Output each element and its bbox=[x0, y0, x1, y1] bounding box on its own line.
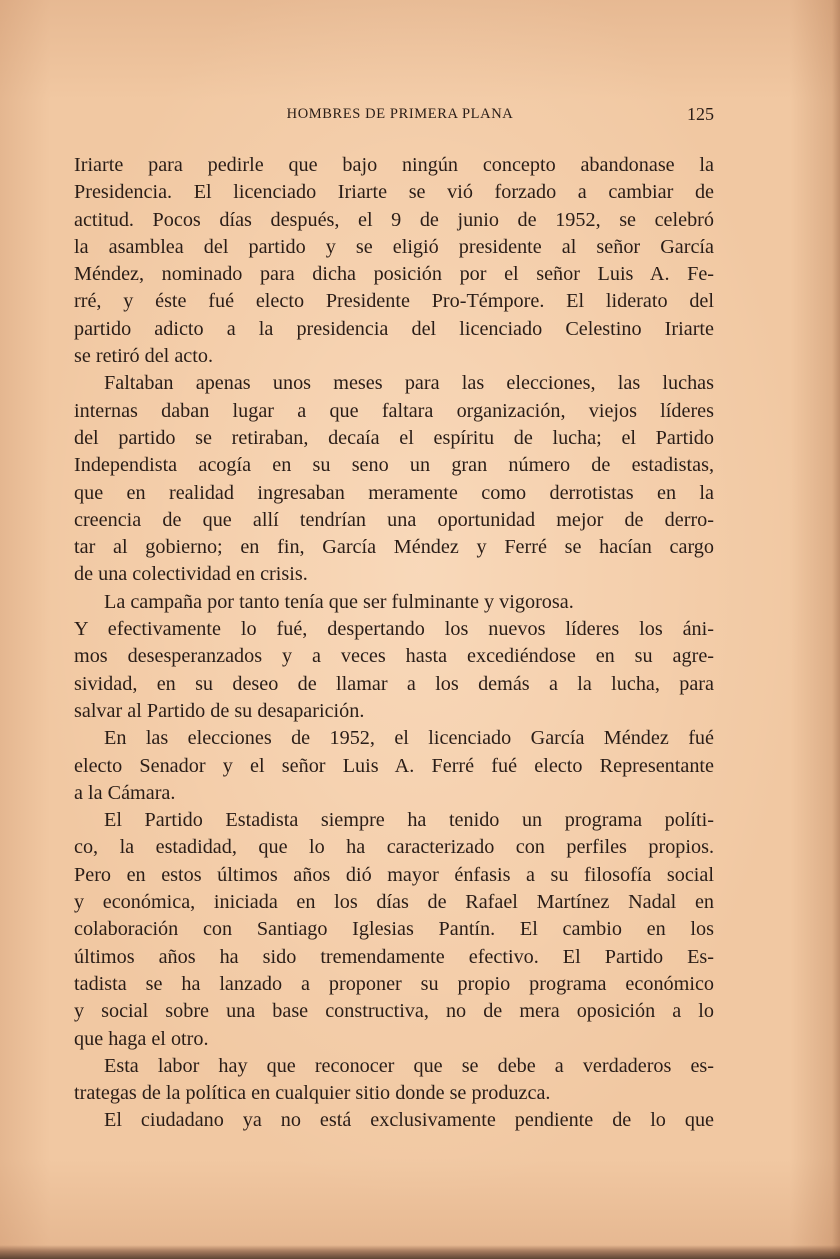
text-line: rré, y éste fué electo Presidente Pro-Témpore. El liderato del bbox=[74, 290, 714, 313]
paragraph-first-line: El Partido Estadista siempre ha tenido un programa políti- bbox=[104, 809, 714, 832]
text-line: electo Senador y el señor Luis A. Ferré fué electo Representante bbox=[74, 754, 714, 777]
paragraph-first-line: Faltaban apenas unos meses para las elecciones, las luchas bbox=[104, 372, 714, 395]
text-line: mos desesperanzados y a veces hasta excediéndose en su agre- bbox=[74, 645, 714, 668]
paragraph-first-line: El ciudadano ya no está exclusivamente pendiente de lo que bbox=[104, 1109, 714, 1132]
text-line: trategas de la política en cualquier sitio donde se produzca. bbox=[74, 1082, 551, 1105]
body-text bbox=[74, 152, 714, 1135]
text-line: co, la estadidad, que lo ha caracterizado con perfiles propios. bbox=[74, 836, 714, 859]
text-line: partido adicto a la presidencia del licenciado Celestino Iriarte bbox=[74, 317, 714, 340]
text-line: Presidencia. El licenciado Iriarte se vió forzado a cambiar de bbox=[74, 181, 714, 204]
paragraph-first-line: Esta labor hay que reconocer que se debe a verdaderos es- bbox=[104, 1054, 714, 1077]
text-line: y social sobre una base constructiva, no de mera oposición a lo bbox=[74, 1000, 714, 1023]
text-line: Iriarte para pedirle que bajo ningún concepto abandonase la bbox=[74, 154, 714, 176]
text-line: creencia de que allí tendrían una oportunidad mejor de derro- bbox=[74, 508, 714, 531]
text-line: que en realidad ingresaban meramente como derrotistas en la bbox=[74, 481, 714, 504]
text-line: a la Cámara. bbox=[74, 781, 176, 804]
text-line: y económica, iniciada en los días de Rafael Martínez Nadal en bbox=[74, 891, 714, 914]
text-line: colaboración con Santiago Iglesias Pantín. El cambio en los bbox=[74, 918, 714, 941]
text-line: sividad, en su deseo de llamar a los demás a la lucha, para bbox=[74, 672, 714, 695]
text-line: la asamblea del partido y se eligió presidente al señor García bbox=[74, 235, 714, 258]
running-head bbox=[74, 104, 714, 128]
text-line: de una colectividad en crisis. bbox=[74, 563, 308, 586]
text-line: tar al gobierno; en fin, García Méndez y Ferré se hacían cargo bbox=[74, 536, 714, 559]
running-title: HOMBRES DE PRIMERA PLANA bbox=[286, 106, 514, 122]
page-edge-shadow bbox=[832, 0, 840, 1259]
text-line: se retiró del acto. bbox=[74, 345, 214, 368]
text-line: actitud. Pocos días después, el 9 de junio de 1952, se celebró bbox=[74, 208, 714, 231]
page-bottom-edge bbox=[0, 1245, 840, 1259]
text-line: del partido se retiraban, decaía el espíritu de lucha; el Partido bbox=[74, 426, 714, 449]
text-line: últimos años ha sido tremendamente efectivo. El Partido Es- bbox=[74, 945, 714, 968]
text-line: tadista se ha lanzado a proponer su propio programa económico bbox=[74, 972, 714, 995]
text-line: internas daban lugar a que faltara organización, viejos líderes bbox=[74, 399, 714, 422]
text-line: salvar al Partido de su desaparición. bbox=[74, 699, 365, 722]
text-line: Méndez, nominado para dicha posición por el señor Luis A. Fe- bbox=[74, 263, 714, 286]
page-number: 125 bbox=[687, 104, 714, 124]
text-line: Pero en estos últimos años dió mayor énfasis a su filosofía social bbox=[74, 863, 714, 886]
paragraph-first-line: En las elecciones de 1952, el licenciado García Méndez fué bbox=[104, 727, 714, 750]
text-line: que haga el otro. bbox=[74, 1027, 209, 1050]
text-line: Independista acogía en su seno un gran número de estadistas, bbox=[74, 454, 714, 477]
paragraph-first-line: La campaña por tanto tenía que ser fulminante y vigorosa. bbox=[104, 590, 574, 613]
text-line: Y efectivamente lo fué, despertando los nuevos líderes los áni- bbox=[74, 618, 714, 641]
